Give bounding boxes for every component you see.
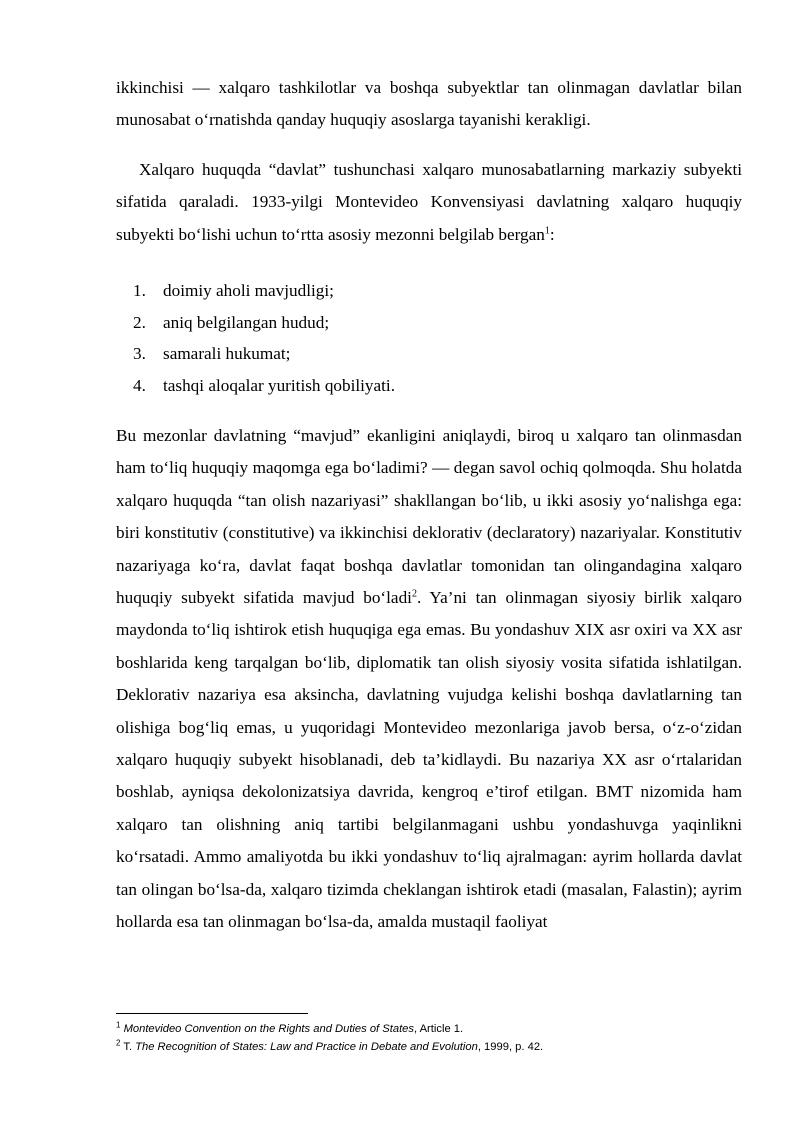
footnote-1: [116, 1020, 756, 1038]
list-item-text: doimiy aholi mavjudligi;: [163, 281, 334, 300]
list-item: [116, 370, 742, 402]
paragraph-text: . Ya’ni tan olinmagan siyosiy birlik xalqaro maydonda toʻliq ishtirok etish huquqiga ega emas. Bu yondashuv XIX asr oxiri va XX asr boshlarida keng tarqalgan boʻlib, diplomatik tan olish siyosiy vosita sifatida ishlatilgan. Deklorativ nazariya esa aksincha, davlatning vujudga kelishi boshqa davlatlarning tan olishiga bogʻliq emas, u yuqoridagi Montevideo mezonlariga javob bersa, oʻz-oʻzidan xalqaro huquqiy subyekt hisoblanadi, deb ta’kidlaydi. Bu nazariya XX asr oʻrtalaridan boshlab, ayniqsa dekolonizatsiya davrida, kengroq e’tirof etilgan. BMT nizomida ham xalqaro tan olishning aniq tartibi belgilanmagani ushbu yondashuvga yaqinlikni koʻrsatadi. Ammo amaliyotda bu ikki yondashuv toʻliq ajralmagan: ayrim hollarda davlat tan olingan boʻlsa-da, xalqaro tizimda cheklangan ishtirok etadi (masalan, Falastin); ayrim hollarda esa tan olinmagan boʻlsa-da, amalda mustaqil faoliyat: [116, 588, 742, 932]
list-item-number: 3.: [133, 344, 146, 364]
paragraph-state-concept: [116, 154, 742, 251]
footnote-title: The Recognition of States: Law and Practice in Debate and Evolution: [135, 1041, 478, 1053]
footnote-separator: [116, 1013, 308, 1014]
criteria-list: [116, 275, 742, 402]
list-item-number: 2.: [133, 312, 146, 332]
list-item: [116, 275, 742, 307]
paragraph-text: Bu mezonlar davlatning “mavjud” ekanligini aniqlaydi, biroq u xalqaro tan olinmasdan ham toʻliq huquqiy maqomga ega boʻladimi? — degan savol ochiq qolmoqda. Shu holatda xalqaro huquqda “tan olish nazariyasi” shakllangan boʻlib, u ikki asosiy yoʻnalishga ega: biri konstitutiv (constitutive) va ikkinchisi deklorativ (declaratory) nazariyalar. Konstitutiv nazariyaga koʻra, davlat faqat boshqa davlatlar tomonidan tan olingandagina xalqaro huquqiy subyekt sifatida mavjud boʻladi: [116, 426, 742, 608]
footnote-suffix: , Article 1.: [414, 1023, 464, 1035]
footnotes: [116, 1020, 756, 1056]
paragraph-text: ikkinchisi — xalqaro tashkilotlar va boshqa subyektlar tan olinmagan davlatlar bilan munosabat oʻrnatishda qanday huquqiy asoslarga tayanishi kerakligi.: [116, 78, 742, 130]
paragraph-recognition-theories: [116, 420, 742, 939]
footnote-reference-2[interactable]: 2: [411, 588, 417, 600]
footnote-reference-1[interactable]: 1: [544, 225, 550, 237]
list-item-text: aniq belgilangan hudud;: [163, 312, 330, 332]
footnote-number: 1: [116, 1020, 121, 1030]
list-item-text: tashqi aloqalar yuritish qobiliyati.: [163, 376, 395, 396]
list-item-number: 1.: [133, 281, 146, 300]
footnote-number: 2: [116, 1038, 121, 1048]
paragraph-intro-continuation: [116, 72, 742, 137]
footnote-suffix: , 1999, p. 42.: [477, 1041, 544, 1053]
list-item-text: samarali hukumat;: [163, 344, 291, 364]
list-item: [116, 338, 742, 370]
footnote-2: [116, 1038, 756, 1056]
footnote-title: Montevideo Convention on the Rights and Duties of States: [123, 1023, 414, 1035]
paragraph-text: Xalqaro huquqda “davlat” tushunchasi xalqaro munosabatlarning markaziy subyekti sifatida qaraladi. 1933-yilgi Montevideo Konvensiyasi davlatning xalqaro huquqiy subyekti boʻlishi uchun toʻrtta asosiy mezonni belgilab bergan: [116, 160, 742, 244]
list-item-number: 4.: [133, 376, 146, 396]
paragraph-punctuation: :: [549, 224, 555, 244]
footnote-prefix: T.: [120, 1041, 136, 1053]
list-item: [116, 307, 742, 339]
